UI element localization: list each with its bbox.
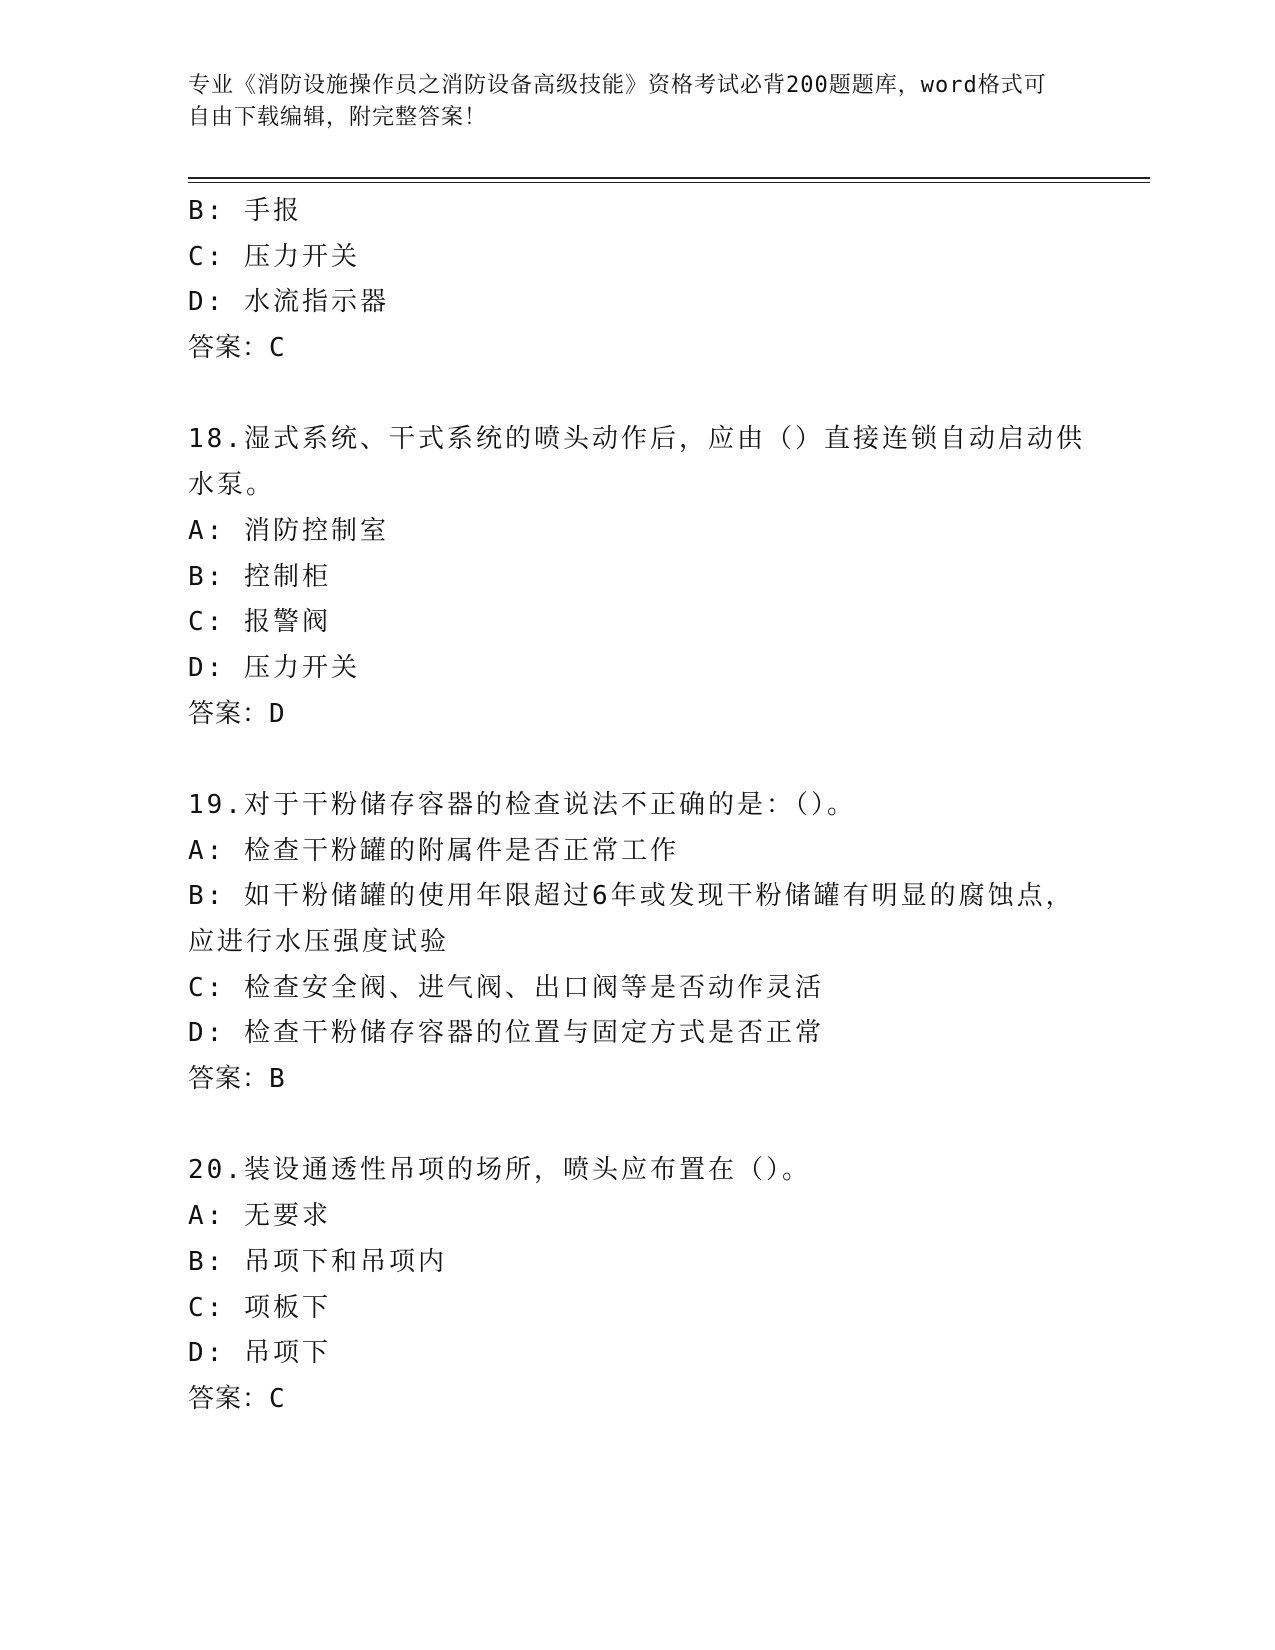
answer-label: 答案： (188, 1383, 270, 1414)
question-stem-cont: 水泵。 (188, 470, 276, 501)
question-list (188, 189, 1088, 1423)
option-b-cont: 应进行水压强度试验 (188, 927, 450, 957)
option-a: A: 检查干粉罐的附属件是否正常工作 (188, 835, 679, 866)
answer-line (188, 692, 1088, 738)
answer-label: 答案： (188, 1064, 270, 1095)
option-b: B: 吊项下和吊项内 (188, 1246, 447, 1277)
question-20 (188, 1148, 1088, 1422)
option-d: D: 检查干粉储存容器的位置与固定方式是否正常 (188, 1018, 824, 1049)
answer-value: C (269, 1383, 286, 1414)
option-d: D: 压力开关 (188, 652, 360, 683)
option-a: A: 消防控制室 (188, 515, 389, 546)
option-b: B: 手报 (188, 196, 302, 226)
question-19 (188, 783, 1088, 1103)
question-stem: 20.装设通透性吊项的场所，喷头应布置在（）。 (188, 1155, 811, 1186)
page-header: 专业《消防设施操作员之消防设备高级技能》资格考试必背200题题库，word格式可自由下载编辑，附完整答案！ (188, 73, 1047, 130)
answer-line (188, 326, 1088, 372)
question-stem: 18.湿式系统、干式系统的喷头动作后，应由（）直接连锁自动启动供 (188, 424, 1085, 455)
option-d: D: 吊项下 (188, 1338, 331, 1369)
answer-value: B (269, 1064, 286, 1095)
answer-line (188, 1377, 1088, 1423)
option-c: C: 压力开关 (188, 241, 360, 272)
answer-value: C (269, 333, 286, 364)
answer-line (188, 1057, 1088, 1103)
option-c: C: 报警阀 (188, 607, 331, 638)
question-18 (188, 417, 1088, 737)
answer-value: D (269, 698, 286, 729)
option-a: A: 无要求 (188, 1201, 331, 1232)
option-c: C: 项板下 (188, 1292, 331, 1323)
question-stem: 19.对于干粉储存容器的检查说法不正确的是：（）。 (188, 789, 856, 820)
option-b: B: 控制柜 (188, 561, 331, 592)
option-b: B: 如干粉储罐的使用年限超过6年或发现干粉储罐有明显的腐蚀点， (188, 881, 1075, 912)
option-d: D: 水流指示器 (188, 287, 389, 318)
question-17-continuation (188, 189, 1088, 372)
header-rule-thin (188, 182, 1150, 183)
answer-label: 答案： (188, 333, 270, 364)
header-rule-thick (188, 177, 1150, 179)
answer-label: 答案： (188, 698, 270, 729)
option-c: C: 检查安全阀、进气阀、出口阀等是否动作灵活 (188, 972, 824, 1003)
